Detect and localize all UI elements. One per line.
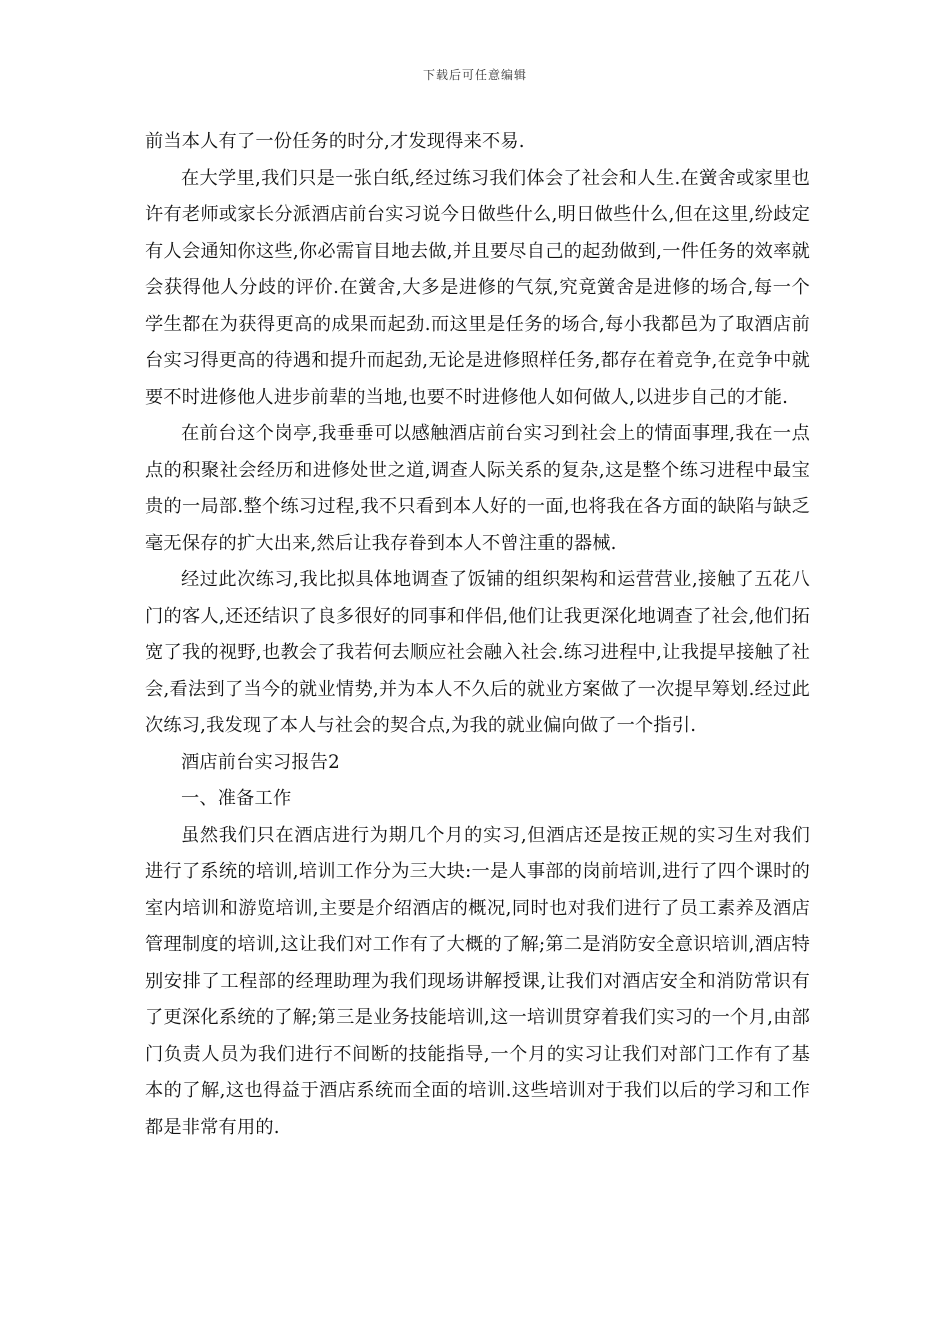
section-title-report-2: 酒店前台实习报告2 <box>181 751 340 773</box>
page-header-note: 下载后可任意编辑 <box>422 68 527 82</box>
section-heading-preparation: 一、准备工作 <box>181 788 292 809</box>
paragraph-training: 虽然我们只在酒店进行为期几个月的实习,但酒店还是按正规的实习生对我们进行了系统的培训,培训工作分为三大块:一是人事部的岗前培训,进行了四个课时的室内培训和游览培训,主要是介绍酒店的概况,同时也对我们进行了员工素养及酒店管理制度的培训,这让我们对工作有了大概的了解;第二是消防安全意识培训,酒店特别安排了工程部的经理助理为我们现场讲解授课,让我们对酒店安全和消防常识有了更深化系统的了解;第三是业务技能培训,这一培训贯穿着我们实习的一个月,由部门负责人员为我们进行不间断的技能指导,一个月的实习让我们对部门工作有了基本的了解,这也得益于酒店系统而全面的培训.这些培训对于我们以后的学习和工作都是非常有用的. <box>145 824 810 1138</box>
document-body <box>145 124 810 1146</box>
paragraph-front-desk: 在前台这个岗亭,我垂垂可以感触酒店前台实习到社会上的情面事理,我在一点点的积聚社会经历和进修处世之道,调查人际关系的复杂,这是整个练习进程中最宝贵的一局部.整个练习过程,我不只看到本人好的一面,也将我在各方面的缺陷与缺乏毫无保存的扩大出来,然后让我存眷到本人不曾注重的器械. <box>145 423 810 554</box>
paragraph-internship-summary: 经过此次练习,我比拟具体地调查了饭铺的组织架构和运营营业,接触了五花八门的客人,还还结识了良多很好的同事和伴侣,他们让我更深化地调查了社会,他们拓宽了我的视野,也教会了我若何去顺应社会融入社会.练习进程中,让我提早接触了社会,看法到了当今的就业情势,并为本人不久后的就业方案做了一次提早筹划.经过此次练习,我发现了本人与社会的契合点,为我的就业偏向做了一个指引. <box>145 569 810 736</box>
paragraph-university: 在大学里,我们只是一张白纸,经过练习我们体会了社会和人生.在黉舍或家里也许有老师或家长分派酒店前台实习说今日做些什么,明日做些什么,但在这里,纷歧定有人会通知你这些,你必需盲目地去做,并且要尽自己的起劲做到,一件任务的效率就会获得他人分歧的评价.在黉舍,大多是进修的气氛,究竟黉舍是进修的场合,每一个学生都在为获得更高的成果而起劲.而这里是任务的场合,每小我都邑为了取酒店前台实习得更高的待遇和提升而起劲,无论是进修照样任务,都存在着竞争,在竞争中就要不时进修他人进步前辈的当地,也要不时进修他人如何做人,以进步自己的才能. <box>145 167 810 408</box>
paragraph-continuation: 前当本人有了一份任务的时分,才发现得来不易. <box>145 131 525 152</box>
